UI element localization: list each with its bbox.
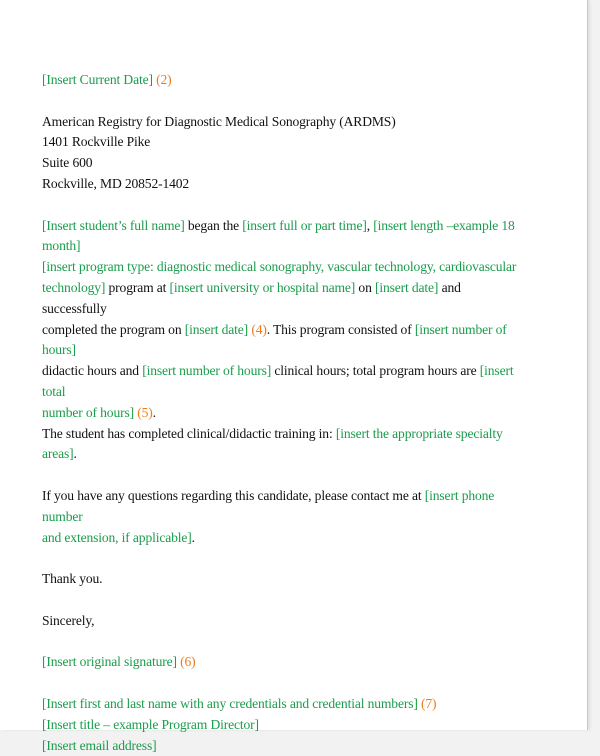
note-4: (4) bbox=[248, 322, 267, 337]
signer-title-line bbox=[42, 715, 522, 736]
phone-placeholder-end: and extension, if applicable] bbox=[42, 530, 192, 545]
questions-line-2: and extension, if applicable]. bbox=[42, 528, 522, 549]
start-date-placeholder: [insert date] bbox=[375, 280, 438, 295]
recipient-suite: Suite 600 bbox=[42, 153, 522, 174]
completion-date-placeholder: [insert date] bbox=[185, 322, 248, 337]
note-6: (6) bbox=[177, 654, 196, 669]
signer-email-line bbox=[42, 736, 522, 756]
current-date-placeholder: [Insert Current Date] bbox=[42, 72, 153, 87]
date-note: (2) bbox=[156, 72, 171, 87]
letter-body bbox=[42, 70, 522, 756]
recipient-street: 1401 Rockville Pike bbox=[42, 132, 522, 153]
recipient-city: Rockville, MD 20852-1402 bbox=[42, 174, 522, 195]
student-name-placeholder: [Insert student’s full name] bbox=[42, 218, 185, 233]
note-7: (7) bbox=[418, 696, 437, 711]
signer-title-placeholder: [Insert title – example Program Director] bbox=[42, 717, 259, 732]
didactic-hours-placeholder: [insert number of hours] bbox=[42, 322, 507, 358]
paragraph-line-1: [Insert student’s full name] began the [insert full or part time], [insert length –example 18 month] bbox=[42, 216, 522, 258]
university-placeholder: [insert university or hospital name] bbox=[170, 280, 356, 295]
recipient-org: American Registry for Diagnostic Medical Sonography (ARDMS) bbox=[42, 112, 522, 133]
paragraph-line-6: number of hours] (5). bbox=[42, 403, 522, 424]
paragraph-line-3: technology] program at [insert university or hospital name] on [insert date] and successfully bbox=[42, 278, 522, 320]
signature-placeholder: [Insert original signature] bbox=[42, 654, 177, 669]
signer-name-line bbox=[42, 694, 522, 715]
phone-placeholder: [insert phone number bbox=[42, 488, 494, 524]
signer-name-placeholder: [Insert first and last name with any credentials and credential numbers] bbox=[42, 696, 418, 711]
specialty-placeholder: [insert the appropriate specialty areas] bbox=[42, 426, 503, 462]
length-placeholder: [insert length –example 18 month] bbox=[42, 218, 515, 254]
date-line bbox=[42, 70, 522, 91]
paragraph-line-2 bbox=[42, 257, 522, 278]
questions-line-1: If you have any questions regarding this candidate, please contact me at [insert phone number bbox=[42, 486, 522, 528]
total-hours-placeholder: [insert total bbox=[42, 363, 513, 399]
paragraph-line-4: completed the program on [insert date] (4). This program consisted of [insert number of hours] bbox=[42, 320, 522, 362]
clinical-hours-placeholder: [insert number of hours] bbox=[142, 363, 271, 378]
paragraph-line-5: didactic hours and [insert number of hours] clinical hours; total program hours are [insert total bbox=[42, 361, 522, 403]
signature-line bbox=[42, 652, 522, 673]
thank-you: Thank you. bbox=[42, 569, 522, 590]
closing: Sincerely, bbox=[42, 611, 522, 632]
paragraph-line-7: The student has completed clinical/didactic training in: [insert the appropriate specialty areas]. bbox=[42, 424, 522, 466]
total-hours-placeholder-end: number of hours] bbox=[42, 405, 134, 420]
program-type-placeholder-end: technology] bbox=[42, 280, 105, 295]
signer-email-placeholder: [Insert email address] bbox=[42, 738, 156, 753]
program-type-placeholder: [insert program type: diagnostic medical sonography, vascular technology, cardiovascular bbox=[42, 259, 516, 274]
full-part-time-placeholder: [insert full or part time] bbox=[242, 218, 366, 233]
note-5: (5) bbox=[134, 405, 153, 420]
